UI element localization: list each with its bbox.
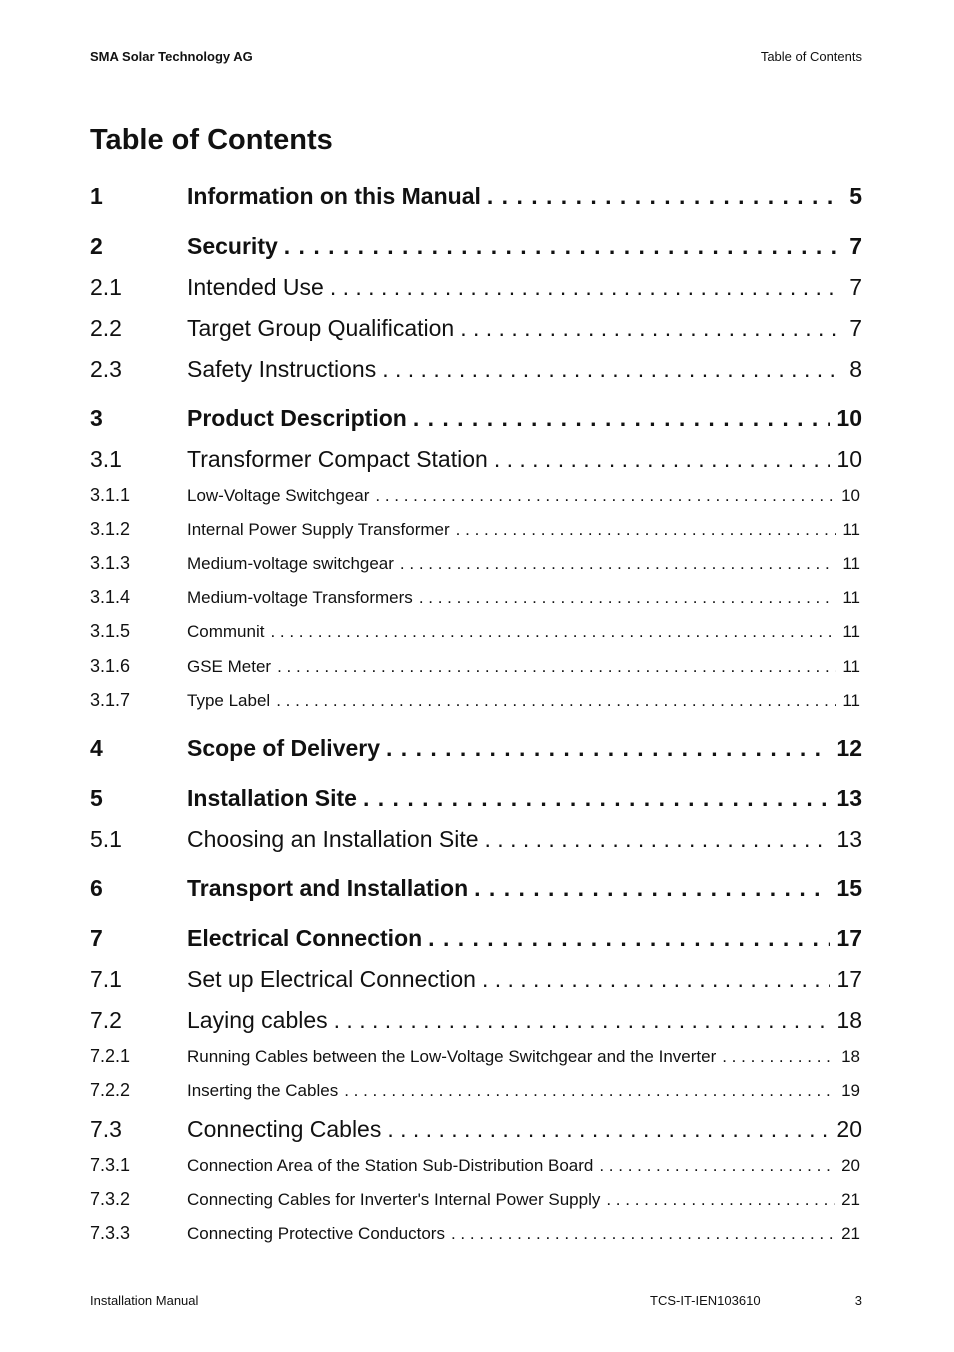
toc-entry-number: 2: [90, 233, 103, 259]
toc-leader-dots: [400, 554, 836, 574]
toc-entry-page: 13: [836, 826, 862, 852]
toc-entry-number: 3.1.1: [90, 485, 131, 505]
toc-entry-title: Internal Power Supply Transformer: [187, 520, 450, 539]
toc-entry-title: Intended Use: [187, 274, 324, 300]
toc-leader-dots: [334, 1007, 831, 1034]
toc-leader-dots: [456, 520, 837, 540]
toc-entry-page: 12: [836, 735, 862, 761]
toc-entry-title: Set up Electrical Connection: [187, 966, 476, 992]
toc-entry[interactable]: [90, 826, 862, 853]
toc-entry-page: 17: [836, 925, 862, 951]
toc-entry-title: Communit: [187, 622, 265, 641]
toc-entry-title: Transport and Installation: [187, 875, 469, 901]
toc-entry-page: 20: [841, 1156, 860, 1175]
toc-leader-dots: [386, 735, 830, 762]
toc-leader-dots: [284, 233, 843, 260]
toc-entry[interactable]: [90, 233, 862, 260]
toc-entry[interactable]: [90, 735, 862, 762]
toc-entry-title: Connecting Protective Conductors: [187, 1224, 445, 1243]
toc-entry[interactable]: [90, 785, 862, 812]
toc-entry[interactable]: [90, 1189, 862, 1210]
toc-entry-title: Installation Site: [187, 785, 357, 811]
toc-entry-title: Security: [187, 233, 278, 259]
toc-entry-page: 10: [836, 446, 862, 472]
toc-entry-page: 17: [836, 966, 862, 992]
toc-entry-number: 7.3: [90, 1116, 122, 1142]
toc-entry[interactable]: [90, 485, 862, 506]
toc-entry[interactable]: [90, 405, 862, 432]
toc-entry[interactable]: [90, 621, 862, 642]
footer-page-number: 3: [854, 1293, 862, 1308]
toc-entry-number: 5: [90, 785, 103, 811]
toc-leader-dots: [451, 1224, 835, 1244]
toc-entry-number: 7.2.1: [90, 1046, 131, 1066]
toc-entry[interactable]: [90, 1007, 862, 1034]
toc-leader-dots: [413, 405, 831, 432]
toc-leader-dots: [722, 1047, 835, 1067]
toc-entry-number: 7: [90, 925, 103, 951]
toc-entry-title: Low-Voltage Switchgear: [187, 486, 370, 505]
toc-entry-title: Medium-voltage switchgear: [187, 554, 394, 573]
toc-entry-page: 7: [849, 233, 862, 259]
toc-entry-page: 18: [841, 1047, 860, 1066]
toc-entry-title: Connection Area of the Station Sub-Distribution Board: [187, 1156, 594, 1175]
toc-leader-dots: [277, 657, 836, 677]
toc-leader-dots: [330, 274, 843, 301]
toc-entry-number: 3.1.4: [90, 587, 131, 607]
toc-leader-dots: [485, 826, 831, 853]
toc-entry[interactable]: [90, 966, 862, 993]
toc-entry[interactable]: [90, 587, 862, 608]
toc-entry-page: 21: [841, 1224, 860, 1243]
toc-entry-number: 7.3.3: [90, 1223, 131, 1243]
toc-leader-dots: [276, 691, 836, 711]
toc-entry-title: Transformer Compact Station: [187, 446, 488, 472]
toc-leader-dots: [494, 446, 831, 473]
toc-entry-number: 3.1.7: [90, 690, 131, 710]
toc-entry-number: 7.2.2: [90, 1080, 131, 1100]
header-section: Table of Contents: [760, 49, 862, 64]
toc-entry-page: 21: [841, 1190, 860, 1209]
toc-entry[interactable]: [90, 1116, 862, 1143]
toc-entry-number: 5.1: [90, 826, 122, 852]
toc-entry-number: 3.1.5: [90, 621, 131, 641]
toc-entry-title: GSE Meter: [187, 657, 272, 676]
toc-entry-title: Laying cables: [187, 1007, 328, 1033]
toc-entry[interactable]: [90, 553, 862, 574]
toc-leader-dots: [474, 875, 830, 902]
toc-entry-number: 3: [90, 405, 103, 431]
footer-doc-code: TCS-IT-IEN103610: [650, 1293, 761, 1308]
toc-entry-title: Connecting Cables: [187, 1116, 382, 1142]
toc-entry-page: 10: [841, 486, 860, 505]
toc-entry-number: 7.1: [90, 966, 122, 992]
toc-entry-title: Running Cables between the Low-Voltage Switchgear and the Inverter: [187, 1047, 717, 1066]
toc-entry-title: Choosing an Installation Site: [187, 826, 479, 852]
toc-entry-page: 11: [842, 691, 860, 710]
toc-entry-page: 18: [836, 1007, 862, 1033]
toc-leader-dots: [270, 622, 836, 642]
toc-entry[interactable]: [90, 1080, 862, 1101]
toc-entry[interactable]: [90, 925, 862, 952]
toc-entry-number: 7.3.2: [90, 1189, 131, 1209]
toc-leader-dots: [419, 588, 837, 608]
toc-entry-number: 1: [90, 183, 103, 209]
toc-entry-page: 11: [842, 520, 860, 539]
toc-entry[interactable]: [90, 183, 862, 210]
toc-entry-number: 7.2: [90, 1007, 122, 1033]
toc-leader-dots: [428, 925, 830, 952]
toc-entry-number: 2.2: [90, 315, 122, 341]
toc-entry-number: 3.1.2: [90, 519, 131, 539]
toc-entry-page: 7: [849, 315, 862, 341]
toc-entry-page: 15: [836, 875, 862, 901]
page-title: Table of Contents: [90, 124, 333, 156]
toc-entry-number: 7.3.1: [90, 1155, 131, 1175]
toc-entry-title: Medium-voltage Transformers: [187, 588, 413, 607]
toc-entry[interactable]: [90, 356, 862, 383]
toc-entry[interactable]: [90, 656, 862, 677]
toc-leader-dots: [375, 486, 835, 506]
toc-leader-dots: [387, 1116, 830, 1143]
toc-entry-title: Connecting Cables for Inverter's Internal Power Supply: [187, 1190, 601, 1209]
toc-entry-title: Type Label: [187, 691, 271, 710]
toc-entry-title: Information on this Manual: [187, 183, 481, 209]
toc-entry-title: Electrical Connection: [187, 925, 423, 951]
toc-entry-title: Product Description: [187, 405, 407, 431]
toc-leader-dots: [460, 315, 843, 342]
toc-entry[interactable]: [90, 519, 862, 540]
toc-entry[interactable]: [90, 1223, 862, 1244]
toc-entry-page: 20: [836, 1116, 862, 1142]
toc-entry-number: 3.1.6: [90, 656, 131, 676]
toc-leader-dots: [487, 183, 843, 210]
toc-entry-number: 4: [90, 735, 103, 761]
toc-entry[interactable]: [90, 875, 862, 902]
toc-entry-number: 6: [90, 875, 103, 901]
toc-entry[interactable]: [90, 1155, 862, 1176]
toc-entry-title: Scope of Delivery: [187, 735, 381, 761]
toc-entry-page: 7: [849, 274, 862, 300]
toc-entry-page: 13: [836, 785, 862, 811]
toc-entry-page: 11: [842, 588, 860, 607]
toc-leader-dots: [363, 785, 830, 812]
toc-entry[interactable]: [90, 1046, 862, 1067]
toc-entry[interactable]: [90, 274, 862, 301]
toc-entry-title: Inserting the Cables: [187, 1081, 339, 1100]
toc-leader-dots: [606, 1190, 835, 1210]
toc-entry-page: 19: [841, 1081, 860, 1100]
toc-entry[interactable]: [90, 690, 862, 711]
toc-entry-number: 2.1: [90, 274, 122, 300]
toc-entry-number: 3.1: [90, 446, 122, 472]
toc-entry[interactable]: [90, 446, 862, 473]
toc-entry[interactable]: [90, 315, 862, 342]
toc-leader-dots: [482, 966, 830, 993]
toc-entry-page: 11: [842, 554, 860, 573]
toc-entry-number: 3.1.3: [90, 553, 131, 573]
header-company: SMA Solar Technology AG: [90, 49, 253, 64]
toc-entry-page: 11: [842, 622, 860, 641]
toc-entry-page: 11: [842, 657, 860, 676]
footer-doc-title: Installation Manual: [90, 1293, 199, 1308]
toc-entry-title: Target Group Qualification: [187, 315, 455, 341]
toc-leader-dots: [599, 1156, 835, 1176]
toc-leader-dots: [344, 1081, 835, 1101]
toc-entry-page: 8: [849, 356, 862, 382]
toc-entry-number: 2.3: [90, 356, 122, 382]
toc-entry-page: 10: [836, 405, 862, 431]
toc-entry-page: 5: [849, 183, 862, 209]
toc-leader-dots: [382, 356, 843, 383]
toc-entry-title: Safety Instructions: [187, 356, 377, 382]
